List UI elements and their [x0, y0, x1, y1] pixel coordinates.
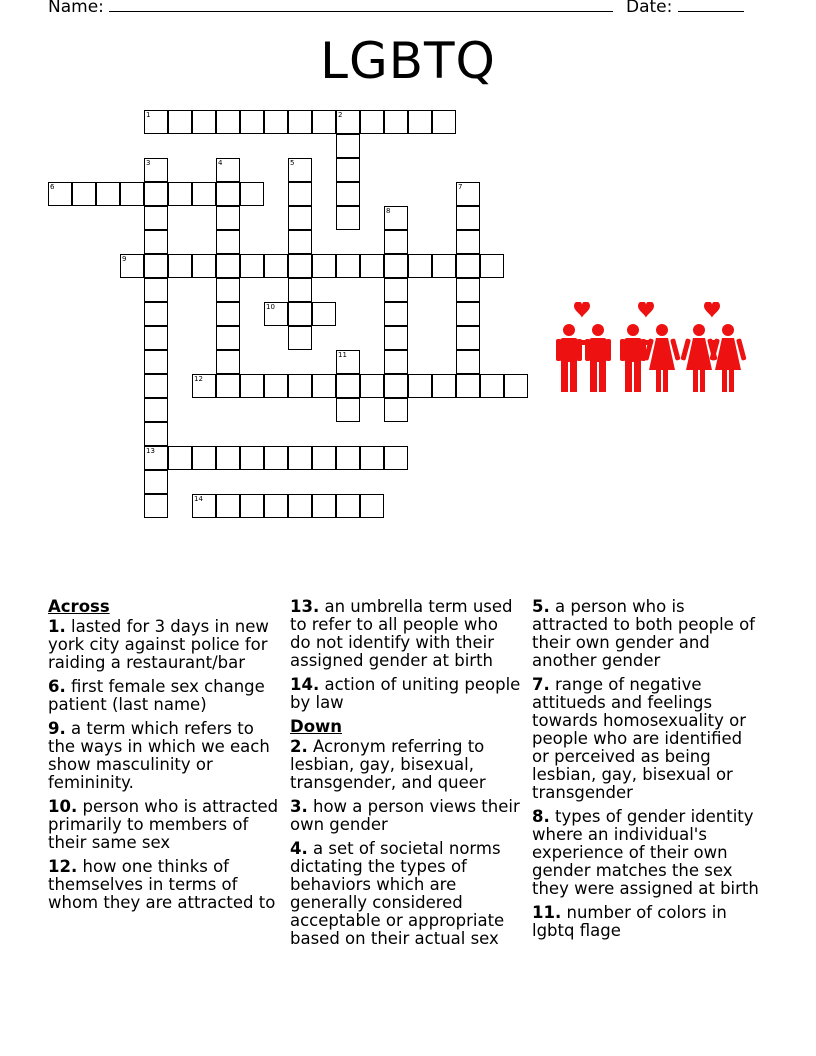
clue-down-8: 8. types of gender identity where an individual's experience of their own gender matches the sex they were assigned at birth: [532, 807, 759, 898]
crossword-cell[interactable]: [384, 278, 408, 302]
cell-number: 5: [290, 159, 295, 167]
crossword-cell[interactable]: [456, 350, 480, 374]
crossword-cell[interactable]: [192, 110, 216, 134]
crossword-cell[interactable]: [312, 374, 336, 398]
clue-down-7: 7. range of negative attitueds and feelings towards homosexuality or people who are identified or perceived as being lesbian, gay, bisexual or transgender: [532, 675, 747, 802]
crossword-cell[interactable]: [288, 302, 312, 326]
crossword-cell[interactable]: [288, 206, 312, 230]
crossword-cell[interactable]: [192, 182, 216, 206]
crossword-cell[interactable]: [120, 254, 144, 278]
crossword-cell[interactable]: [288, 494, 312, 518]
crossword-cell[interactable]: [384, 254, 408, 278]
crossword-cell[interactable]: [384, 374, 408, 398]
crossword-cell[interactable]: [336, 350, 360, 374]
crossword-cell[interactable]: [144, 254, 168, 278]
clues-column-1: [48, 598, 280, 918]
crossword-cell[interactable]: [360, 446, 384, 470]
crossword-cell[interactable]: [360, 374, 384, 398]
crossword-cell[interactable]: [504, 374, 528, 398]
crossword-cell[interactable]: [336, 110, 360, 134]
cell-number: 11: [338, 351, 347, 359]
crossword-cell[interactable]: [384, 446, 408, 470]
crossword-cell[interactable]: [264, 110, 288, 134]
crossword-cell[interactable]: [456, 182, 480, 206]
crossword-cell[interactable]: [264, 494, 288, 518]
couples-illustration: [550, 302, 750, 394]
crossword-cell[interactable]: [144, 422, 168, 446]
clue-across-9: 9. a term which refers to the ways in which we each show masculinity or femininity.: [48, 719, 270, 792]
crossword-cell[interactable]: [216, 278, 240, 302]
crossword-cell[interactable]: [264, 446, 288, 470]
crossword-cell[interactable]: [312, 446, 336, 470]
crossword-cell[interactable]: [48, 182, 72, 206]
crossword-cell[interactable]: [480, 374, 504, 398]
crossword-cell[interactable]: [216, 350, 240, 374]
cell-number: 2: [338, 111, 343, 119]
cell-number: 13: [146, 447, 155, 455]
clue-across-14: 14. action of uniting people by law: [290, 675, 521, 712]
crossword-cell[interactable]: [216, 158, 240, 182]
crossword-cell[interactable]: [144, 470, 168, 494]
cell-number: 8: [386, 207, 391, 215]
clue-down-2: 2. Acronym referring to lesbian, gay, bisexual, transgender, and queer: [290, 737, 486, 792]
cell-number: 1: [146, 111, 151, 119]
crossword-cell[interactable]: [240, 110, 264, 134]
crossword-cell[interactable]: [144, 206, 168, 230]
clue-down-3: 3. how a person views their own gender: [290, 797, 520, 834]
crossword-cell[interactable]: [264, 374, 288, 398]
crossword-cell[interactable]: [144, 398, 168, 422]
crossword-cell[interactable]: [216, 182, 240, 206]
crossword-cell[interactable]: [240, 374, 264, 398]
crossword-cell[interactable]: [72, 182, 96, 206]
crossword-cell[interactable]: [192, 374, 216, 398]
crossword-cell[interactable]: [384, 110, 408, 134]
crossword-cell[interactable]: [240, 494, 264, 518]
crossword-cell[interactable]: [456, 326, 480, 350]
crossword-cell[interactable]: [384, 230, 408, 254]
crossword-cell[interactable]: [240, 182, 264, 206]
crossword-cell[interactable]: [456, 206, 480, 230]
crossword-cell[interactable]: [144, 278, 168, 302]
crossword-cell[interactable]: [216, 374, 240, 398]
clue-down-5: 5. a person who is attracted to both people of their own gender and another gender: [532, 597, 755, 670]
crossword-cell[interactable]: [192, 494, 216, 518]
cell-number: 4: [218, 159, 223, 167]
crossword-cell[interactable]: [144, 374, 168, 398]
crossword-cell[interactable]: [480, 254, 504, 278]
crossword-cell[interactable]: [432, 374, 456, 398]
cell-number: 10: [266, 303, 275, 311]
crossword-cell[interactable]: [336, 134, 360, 158]
crossword-cell[interactable]: [336, 254, 360, 278]
crossword-cell[interactable]: [384, 398, 408, 422]
crossword-cell[interactable]: [144, 350, 168, 374]
couple-man-man-icon: [556, 302, 611, 392]
date-label: Date:: [626, 0, 673, 17]
crossword-cell[interactable]: [312, 302, 336, 326]
crossword-cell[interactable]: [288, 278, 312, 302]
crossword-cell[interactable]: [408, 374, 432, 398]
crossword-cell[interactable]: [336, 182, 360, 206]
cell-number: 3: [146, 159, 151, 167]
crossword-cell[interactable]: [96, 182, 120, 206]
clue-down-4: 4. a set of societal norms dictating the types of behaviors which are generally considered acceptable or appropriate based on their actual sex: [290, 839, 505, 948]
crossword-cell[interactable]: [432, 254, 456, 278]
cell-number: 12: [194, 375, 203, 383]
crossword-cell[interactable]: [336, 446, 360, 470]
crossword-cell[interactable]: [288, 110, 312, 134]
crossword-cell[interactable]: [288, 158, 312, 182]
crossword-cell[interactable]: [216, 206, 240, 230]
clue-across-1: 1. lasted for 3 days in new york city against police for raiding a restaurant/bar: [48, 617, 269, 672]
crossword-cell[interactable]: [168, 110, 192, 134]
couple-man-woman-icon: [620, 302, 681, 392]
crossword-cell[interactable]: [144, 446, 168, 470]
crossword-cell[interactable]: [144, 494, 168, 518]
crossword-cell[interactable]: [384, 326, 408, 350]
crossword-cell[interactable]: [336, 494, 360, 518]
crossword-cell[interactable]: [360, 110, 384, 134]
clue-across-6: 6. first female sex change patient (last name): [48, 677, 265, 714]
crossword-cell[interactable]: [168, 182, 192, 206]
crossword-cell[interactable]: [144, 110, 168, 134]
name-label: Name:: [48, 0, 104, 17]
crossword-cell[interactable]: [216, 446, 240, 470]
crossword-cell[interactable]: [384, 206, 408, 230]
crossword-cell[interactable]: [144, 326, 168, 350]
crossword-cell[interactable]: [360, 494, 384, 518]
crossword-cell[interactable]: [240, 446, 264, 470]
crossword-cell[interactable]: [336, 206, 360, 230]
crossword-cell[interactable]: [216, 326, 240, 350]
crossword-cell[interactable]: [120, 182, 144, 206]
crossword-cell[interactable]: [216, 230, 240, 254]
crossword-cell[interactable]: [456, 254, 480, 278]
crossword-cell[interactable]: [288, 182, 312, 206]
clues-column-2: [290, 598, 522, 954]
crossword-cell[interactable]: [216, 110, 240, 134]
crossword-cell[interactable]: [312, 254, 336, 278]
clue-across-12: 12. how one thinks of themselves in terms of whom they are attracted to: [48, 857, 276, 912]
crossword-cell[interactable]: [288, 326, 312, 350]
crossword-cell[interactable]: [288, 446, 312, 470]
heart-icon: [704, 302, 720, 318]
crossword-cell[interactable]: [168, 254, 192, 278]
cell-number: 14: [194, 495, 203, 503]
crossword-cell[interactable]: [144, 182, 168, 206]
crossword-cell[interactable]: [144, 302, 168, 326]
cell-number: 9: [122, 255, 127, 263]
crossword-cell[interactable]: [216, 302, 240, 326]
crossword-cell[interactable]: [408, 110, 432, 134]
cell-number: 6: [50, 183, 55, 191]
crossword-cell[interactable]: [408, 254, 432, 278]
crossword-cell[interactable]: [144, 158, 168, 182]
crossword-cell[interactable]: [288, 254, 312, 278]
cell-number: 7: [458, 183, 463, 191]
crossword-cell[interactable]: [336, 374, 360, 398]
crossword-cell[interactable]: [288, 374, 312, 398]
crossword-cell[interactable]: [336, 158, 360, 182]
crossword-cell[interactable]: [456, 302, 480, 326]
crossword-cell[interactable]: [264, 302, 288, 326]
couple-woman-woman-icon: [680, 302, 746, 392]
crossword-cell[interactable]: [168, 446, 192, 470]
heart-icon: [638, 302, 654, 318]
crossword-cell[interactable]: [312, 110, 336, 134]
heart-icon: [574, 302, 590, 318]
crossword-cell[interactable]: [216, 494, 240, 518]
crossword-cell[interactable]: [456, 278, 480, 302]
crossword-cell[interactable]: [360, 254, 384, 278]
crossword-cell[interactable]: [456, 374, 480, 398]
crossword-cell[interactable]: [336, 398, 360, 422]
crossword-cell[interactable]: [312, 494, 336, 518]
crossword-cell[interactable]: [456, 230, 480, 254]
crossword-cell[interactable]: [144, 230, 168, 254]
clues-column-3: [532, 598, 764, 946]
crossword-cell[interactable]: [192, 446, 216, 470]
clue-down-11: 11. number of colors in lgbtq flage: [532, 903, 727, 940]
clue-across-13: 13. an umbrella term used to refer to all people who do not identify with their assigned gender at birth: [290, 597, 513, 670]
crossword-cell[interactable]: [432, 110, 456, 134]
crossword-cell[interactable]: [192, 254, 216, 278]
crossword-cell[interactable]: [264, 254, 288, 278]
page-title: LGBTQ: [320, 32, 496, 90]
crossword-cell[interactable]: [288, 230, 312, 254]
clue-across-10: 10. person who is attracted primarily to members of their same sex: [48, 797, 279, 852]
crossword-cell[interactable]: [240, 254, 264, 278]
crossword-cell[interactable]: [384, 302, 408, 326]
across-heading: Across: [48, 597, 110, 616]
down-heading: Down: [290, 717, 343, 736]
crossword-cell[interactable]: [216, 254, 240, 278]
crossword-cell[interactable]: [384, 350, 408, 374]
